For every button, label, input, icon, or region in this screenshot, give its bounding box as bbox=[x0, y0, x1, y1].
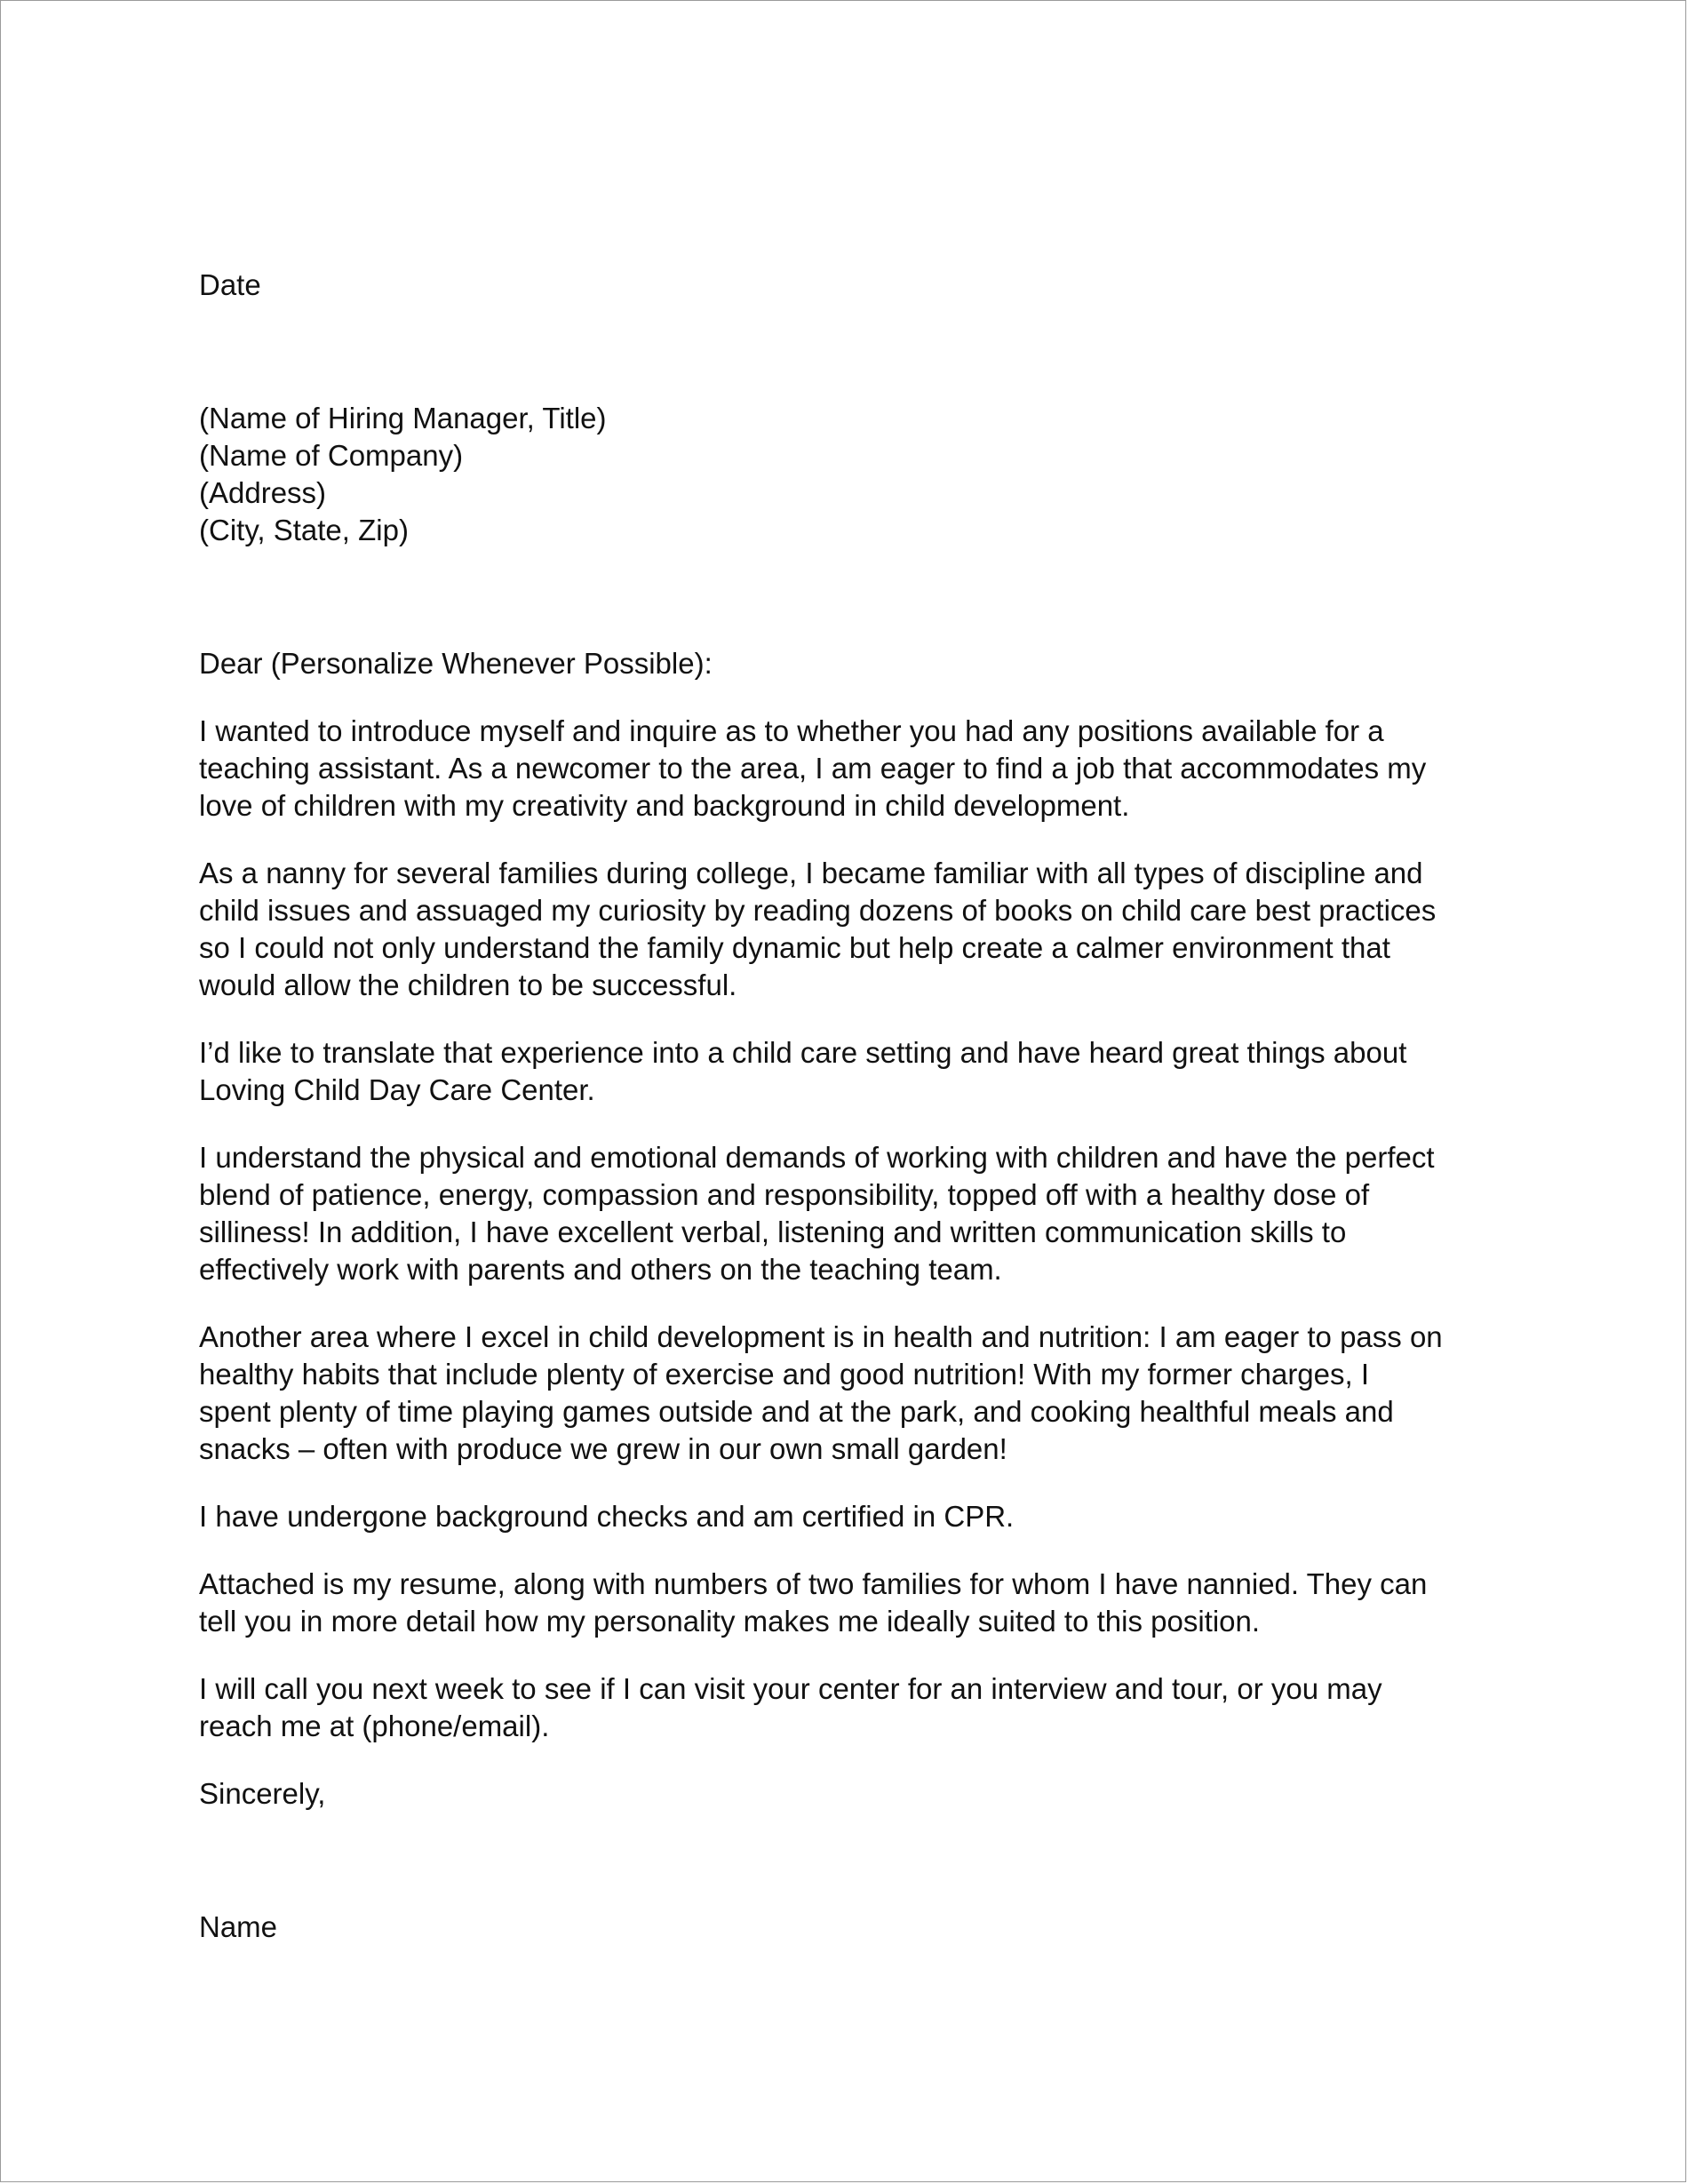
salutation: Dear (Personalize Whenever Possible): bbox=[199, 647, 713, 680]
paragraph-line: teaching assistant. As a newcomer to the area, I am eager to find a job that accommodates my bbox=[199, 752, 1427, 785]
recipient-line: (Name of Company) bbox=[199, 439, 464, 472]
paragraph-line: spent plenty of time playing games outside and at the park, and cooking healthful meals and bbox=[199, 1395, 1394, 1428]
letter-date: Date bbox=[199, 268, 261, 301]
paragraph-line: reach me at (phone/email). bbox=[199, 1710, 550, 1742]
paragraph-line: I’d like to translate that experience into a child care setting and have heard great things about bbox=[199, 1036, 1407, 1069]
paragraph-line: tell you in more detail how my personality makes me ideally suited to this position. bbox=[199, 1605, 1261, 1638]
paragraph-line: I wanted to introduce myself and inquire as to whether you had any positions available for a bbox=[199, 714, 1384, 747]
paragraph-line: effectively work with parents and others on the teaching team. bbox=[199, 1253, 1002, 1286]
body-paragraph bbox=[199, 855, 1549, 1004]
paragraph-line: healthy habits that include plenty of exercise and good nutrition! With my former charges, I bbox=[199, 1358, 1370, 1391]
paragraph-line: love of children with my creativity and background in child development. bbox=[199, 789, 1130, 822]
paragraph-line: I have undergone background checks and am certified in CPR. bbox=[199, 1500, 1015, 1533]
paragraph-line: Loving Child Day Care Center. bbox=[199, 1073, 595, 1106]
paragraph-line: Attached is my resume, along with numbers of two families for whom I have nannied. They can bbox=[199, 1567, 1428, 1600]
recipient-line: (City, State, Zip) bbox=[199, 514, 409, 546]
paragraph-line: As a nanny for several families during college, I became familiar with all types of discipline and bbox=[199, 857, 1423, 889]
recipient-line: (Name of Hiring Manager, Title) bbox=[199, 402, 607, 434]
closing: Sincerely, bbox=[199, 1777, 326, 1810]
body-paragraph bbox=[199, 713, 1549, 825]
paragraph-line: snacks – often with produce we grew in our own small garden! bbox=[199, 1432, 1007, 1465]
paragraph-line: would allow the children to be successful. bbox=[199, 968, 737, 1001]
body-paragraph bbox=[199, 1498, 1549, 1535]
paragraph-line: blend of patience, energy, compassion and responsibility, topped off with a healthy dose of bbox=[199, 1178, 1370, 1211]
signature-name: Name bbox=[199, 1910, 278, 1943]
paragraph-line: I will call you next week to see if I can visit your center for an interview and tour, or you may bbox=[199, 1672, 1382, 1705]
recipient-line: (Address) bbox=[199, 476, 327, 509]
paragraph-line: I understand the physical and emotional demands of working with children and have the perfect bbox=[199, 1141, 1435, 1174]
body-paragraph bbox=[199, 1566, 1549, 1640]
paragraph-line: child issues and assuaged my curiosity by reading dozens of books on child care best practices bbox=[199, 894, 1437, 927]
body-paragraph bbox=[199, 1319, 1549, 1468]
body-paragraph bbox=[199, 1139, 1549, 1288]
paragraph-line: Another area where I excel in child development is in health and nutrition: I am eager to pass on bbox=[199, 1320, 1443, 1353]
cover-letter bbox=[199, 267, 1549, 1946]
body-paragraph bbox=[199, 1670, 1549, 1745]
paragraph-line: so I could not only understand the family dynamic but help create a calmer environment that bbox=[199, 931, 1390, 964]
recipient-address-block bbox=[199, 400, 1549, 549]
body-paragraph bbox=[199, 1034, 1549, 1109]
paragraph-line: silliness! In addition, I have excellent verbal, listening and written communication skills to bbox=[199, 1216, 1347, 1248]
